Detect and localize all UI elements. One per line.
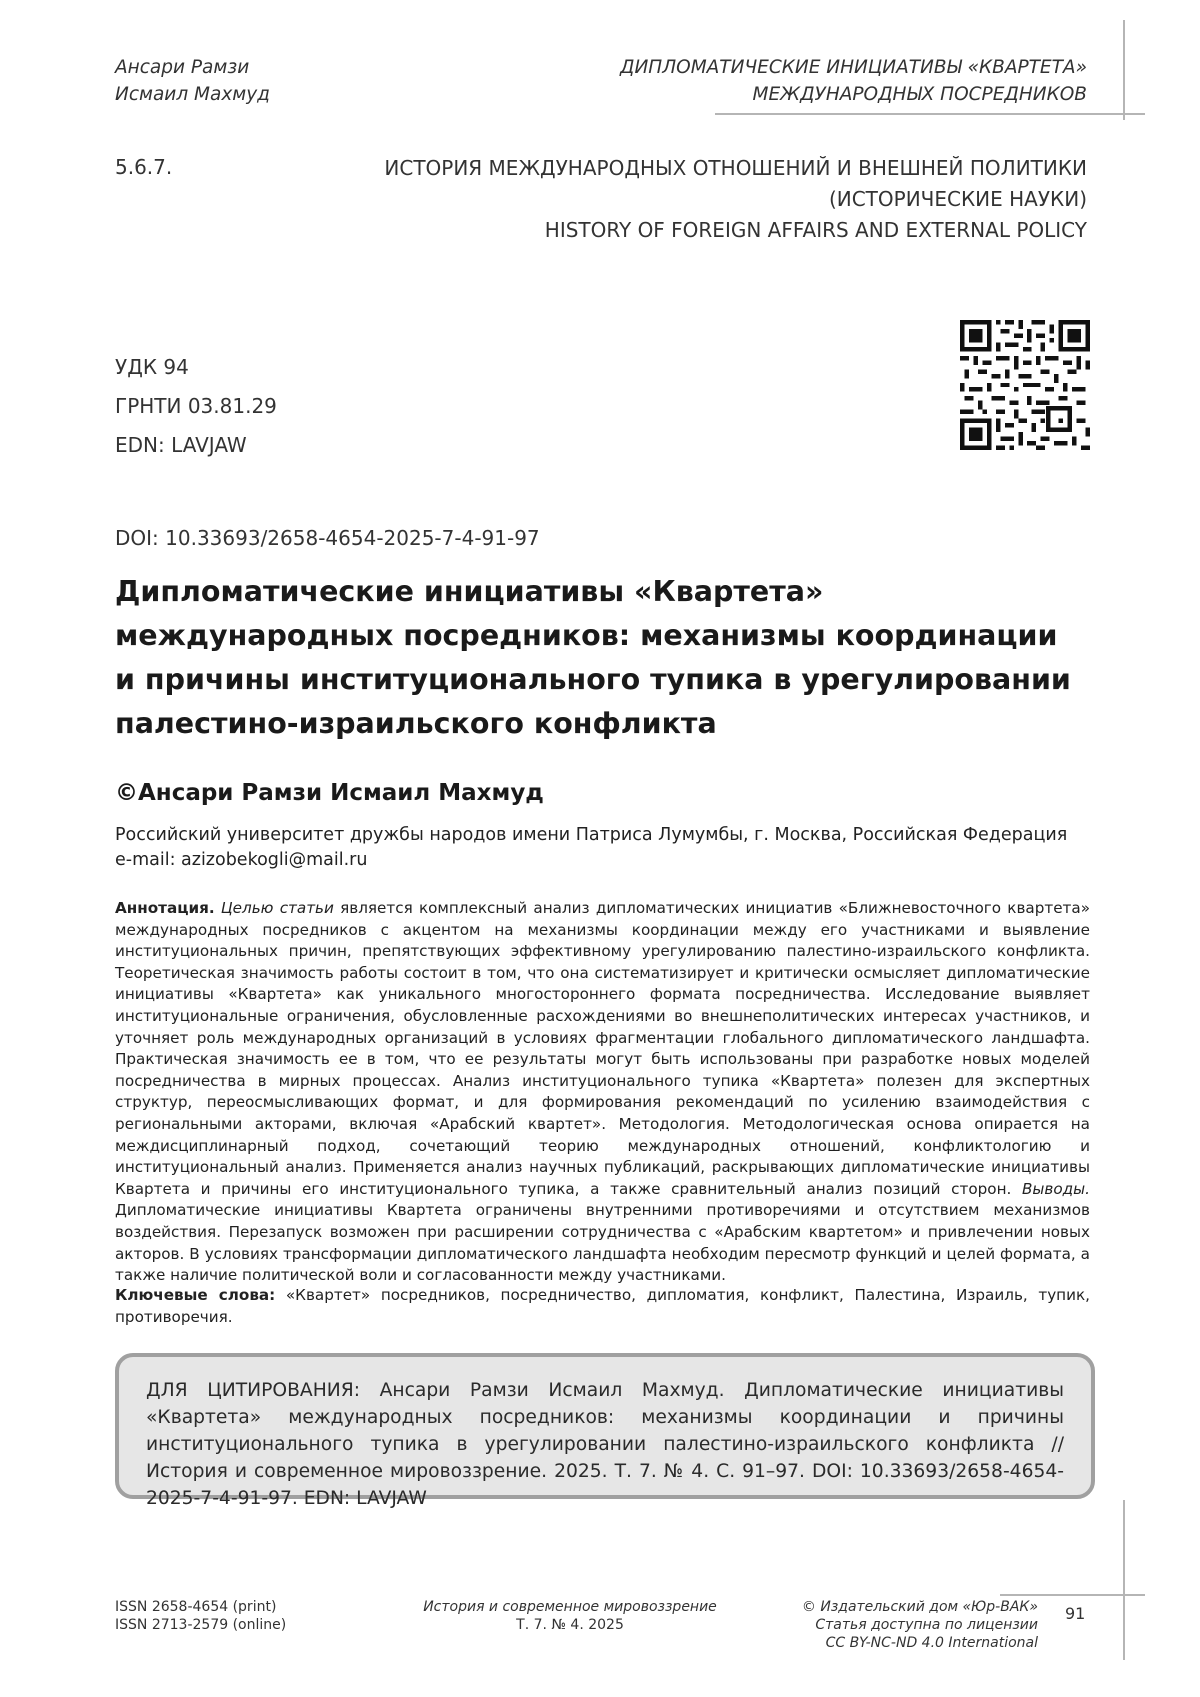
keywords — [115, 1285, 1090, 1328]
journal-issue: Т. 7. № 4. 2025 — [516, 1617, 624, 1633]
abstract-text-1: является комплексный анализ дипломатических инициатив «Ближневосточного квартета» международных посредников с акцентом на механизмы координации между его участниками и выявление институциональных причин, препятствующих эффективному урегулированию палестино-израильского конфликта. Теоретическая значимость работы состоит в том, что она систематизирует и критически осмысляет дипломатические инициативы «Квартета» как уникального многостороннего формата посредничества. Исследование выявляет институциональные ограничения, обусловленные расхождениями во внешнеполитических интересах участников, и уточняет роль международных организаций в условиях фрагментации глобального дипломатического ландшафта. Практическая значимость ее в том, что ее результаты могут быть использованы при разработке новых моделей посредничества в мирных процессах. Анализ институционального тупика «Квартета» полезен для экспертных структур, переосмысливающих формат, и для формирования рекомендаций по усилению взаимодействия с региональными акторами, включая «Арабский квартет». Методология. Методологическая основа опирается на междисциплинарный подход, сочетающий теорию международных отношений, конфликтологию и институциональный анализ. Применяется анализ научных публикаций, раскрывающих дипломатические инициативы Квартета и причины его институционального тупика, а также сравнительный анализ позиций сторон. — [115, 899, 1090, 1198]
citation-box — [115, 1353, 1095, 1509]
udk: УДК 94 — [115, 355, 189, 379]
abstract-label: Аннотация. — [115, 899, 215, 917]
footer-horizontal-rule — [1000, 1594, 1145, 1596]
license-line2: CC BY-NC-ND 4.0 International — [825, 1635, 1038, 1651]
publisher: © Издательский дом «Юр-ВАК» — [801, 1599, 1038, 1615]
grnti: ГРНТИ 03.81.29 — [115, 394, 277, 418]
section-code: 5.6.7. — [115, 155, 173, 179]
title-line1: Дипломатические инициативы «Квартета» — [115, 575, 824, 608]
running-title-line1: ДИПЛОМАТИЧЕСКИЕ ИНИЦИАТИВЫ «КВАРТЕТА» — [620, 57, 1087, 78]
title-line2: международных посредников: механизмы координации — [115, 619, 1058, 652]
citation-body: Ансари Рамзи Исмаил Махмуд. Дипломатические инициативы «Квартета» международных посредников: механизмы координации и причины институционального тупика в урегулировании палестино-израильского конфликта // История и современное мировоззрение. 2025. Т. 7. № 4. С. 91–97. DOI: 10.33693/2658-4654-2025-7-4-91-97. EDN: LAVJAW — [146, 1380, 1064, 1509]
issn-print: ISSN 2658-4654 (print) — [115, 1599, 277, 1615]
title-line4: палестино-израильского конфликта — [115, 707, 717, 740]
edn: EDN: LAVJAW — [115, 433, 247, 457]
keywords-label: Ключевые слова: — [115, 1286, 276, 1304]
author-affiliation-block — [115, 823, 1067, 873]
running-header-author-line1: Ансари Рамзи — [115, 57, 250, 78]
citation-text — [146, 1377, 1064, 1512]
qr-code — [960, 320, 1090, 450]
section-line3: HISTORY OF FOREIGN AFFAIRS AND EXTERNAL POLICY — [544, 218, 1087, 242]
page-number: 91 — [1065, 1604, 1086, 1623]
footer-license — [802, 1598, 1038, 1652]
doi: DOI: 10.33693/2658-4654-2025-7-4-91-97 — [115, 526, 540, 550]
header-horizontal-rule — [715, 113, 1145, 115]
section-line1: ИСТОРИЯ МЕЖДУНАРОДНЫХ ОТНОШЕНИЙ И ВНЕШНЕЙ ПОЛИТИКИ — [384, 156, 1087, 180]
section-heading — [384, 153, 1087, 246]
journal-name: История и современное мировоззрение — [423, 1599, 717, 1615]
issn-online: ISSN 2713-2579 (online) — [115, 1617, 287, 1633]
running-title-line2: МЕЖДУНАРОДНЫХ ПОСРЕДНИКОВ — [752, 84, 1087, 105]
abstract-text-2: Дипломатические инициативы Квартета ограничены внутренними противоречиями и отсутствием механизмов воздействия. Перезапуск возможен при расширении сотрудничества с «Арабским квартетом» и привлечении новых акторов. В условиях трансформации дипломатического ландшафта необходим пересмотр функций и целей формата, а также наличие политической воли и согласованности между участниками. — [115, 1201, 1090, 1285]
license-line1: Статья доступна по лицензии — [815, 1617, 1038, 1633]
abstract — [115, 898, 1090, 1287]
footer-vertical-rule — [1123, 1500, 1125, 1660]
abstract-conclusions-label: Выводы. — [1022, 1179, 1090, 1198]
footer-journal — [420, 1598, 720, 1634]
section-line2: (ИСТОРИЧЕСКИЕ НАУКИ) — [828, 187, 1087, 211]
abstract-goal-label: Целью статьи — [220, 899, 334, 917]
author-name: ©Ансари Рамзи Исмаил Махмуд — [115, 780, 544, 806]
article-title — [115, 570, 1075, 746]
running-header-authors — [115, 54, 270, 108]
running-header-title — [620, 54, 1087, 108]
keywords-text: «Квартет» посредников, посредничество, дипломатия, конфликт, Палестина, Израиль, тупик, противоречия. — [115, 1286, 1090, 1326]
title-line3: и причины институционального тупика в урегулировании — [115, 663, 1071, 696]
affiliation: Российский университет дружбы народов имени Патриса Лумумбы, г. Москва, Российская Федерация — [115, 825, 1068, 845]
header-vertical-rule — [1123, 20, 1125, 120]
running-header-author-line2: Исмаил Махмуд — [115, 84, 270, 105]
identifiers — [115, 348, 277, 465]
citation-label: ДЛЯ ЦИТИРОВАНИЯ: — [146, 1380, 360, 1401]
footer-issn — [115, 1598, 286, 1634]
email: e-mail: azizobekogli@mail.ru — [115, 850, 368, 870]
